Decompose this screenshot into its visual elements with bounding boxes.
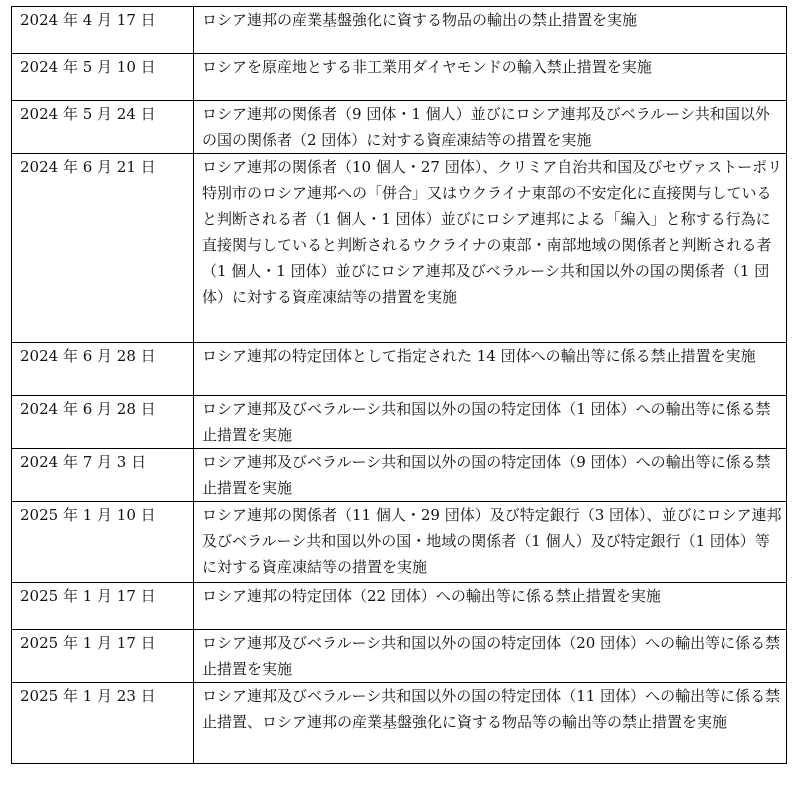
description-cell: ロシア連邦及びベラルーシ共和国以外の国の特定団体（20 団体）への輸出等に係る禁止措置を実施 [194, 630, 787, 683]
description-cell: ロシア連邦の特定団体として指定された 14 団体への輸出等に係る禁止措置を実施 [194, 343, 787, 396]
description-cell: ロシア連邦の産業基盤強化に資する物品の輸出の禁止措置を実施 [194, 7, 787, 54]
table-row [12, 343, 787, 396]
date-cell: 2024 年 5 月 24 日 [12, 101, 194, 154]
table-row [12, 502, 787, 583]
date-cell: 2024 年 6 月 21 日 [12, 154, 194, 343]
description-cell: ロシアを原産地とする非工業用ダイヤモンドの輸入禁止措置を実施 [194, 54, 787, 101]
date-cell: 2024 年 5 月 10 日 [12, 54, 194, 101]
date-cell: 2025 年 1 月 17 日 [12, 583, 194, 630]
table-row [12, 583, 787, 630]
sanctions-table [11, 6, 787, 764]
date-cell: 2025 年 1 月 23 日 [12, 683, 194, 764]
date-cell: 2024 年 4 月 17 日 [12, 7, 194, 54]
description-cell: ロシア連邦及びベラルーシ共和国以外の国の特定団体（11 団体）への輸出等に係る禁止措置、ロシア連邦の産業基盤強化に資する物品等の輸出等の禁止措置を実施 [194, 683, 787, 764]
table-row [12, 101, 787, 154]
document-page [11, 6, 787, 764]
table-row [12, 449, 787, 502]
table-row [12, 7, 787, 54]
date-cell: 2025 年 1 月 10 日 [12, 502, 194, 583]
description-cell: ロシア連邦の関係者（11 個人・29 団体）及び特定銀行（3 団体）、並びにロシア連邦及びベラルーシ共和国以外の国・地域の関係者（1 個人）及び特定銀行（1 団体）等に対する資産凍結等の措置を実施 [194, 502, 787, 583]
date-cell: 2025 年 1 月 17 日 [12, 630, 194, 683]
table-row [12, 683, 787, 764]
description-cell: ロシア連邦及びベラルーシ共和国以外の国の特定団体（9 団体）への輸出等に係る禁止措置を実施 [194, 449, 787, 502]
date-cell: 2024 年 6 月 28 日 [12, 396, 194, 449]
description-cell: ロシア連邦及びベラルーシ共和国以外の国の特定団体（1 団体）への輸出等に係る禁止措置を実施 [194, 396, 787, 449]
description-cell: ロシア連邦の関係者（10 個人・27 団体）、クリミア自治共和国及びセヴァストーポリ特別市のロシア連邦への「併合」又はウクライナ東部の不安定化に直接関与していると判断される者（1 個人・1 団体）並びにロシア連邦による「編入」と称する行為に直接関与していると判断されるウクライナの東部・南部地域の関係者と判断される者（1 個人・1 団体）並びにロシア連邦及びベラルーシ共和国以外の国の関係者（1 団体）に対する資産凍結等の措置を実施 [194, 154, 787, 343]
date-cell: 2024 年 6 月 28 日 [12, 343, 194, 396]
table-row [12, 630, 787, 683]
table-row [12, 154, 787, 343]
description-cell: ロシア連邦の関係者（9 団体・1 個人）並びにロシア連邦及びベラルーシ共和国以外の国の関係者（2 団体）に対する資産凍結等の措置を実施 [194, 101, 787, 154]
table-row [12, 396, 787, 449]
description-cell: ロシア連邦の特定団体（22 団体）への輸出等に係る禁止措置を実施 [194, 583, 787, 630]
table-row [12, 54, 787, 101]
date-cell: 2024 年 7 月 3 日 [12, 449, 194, 502]
